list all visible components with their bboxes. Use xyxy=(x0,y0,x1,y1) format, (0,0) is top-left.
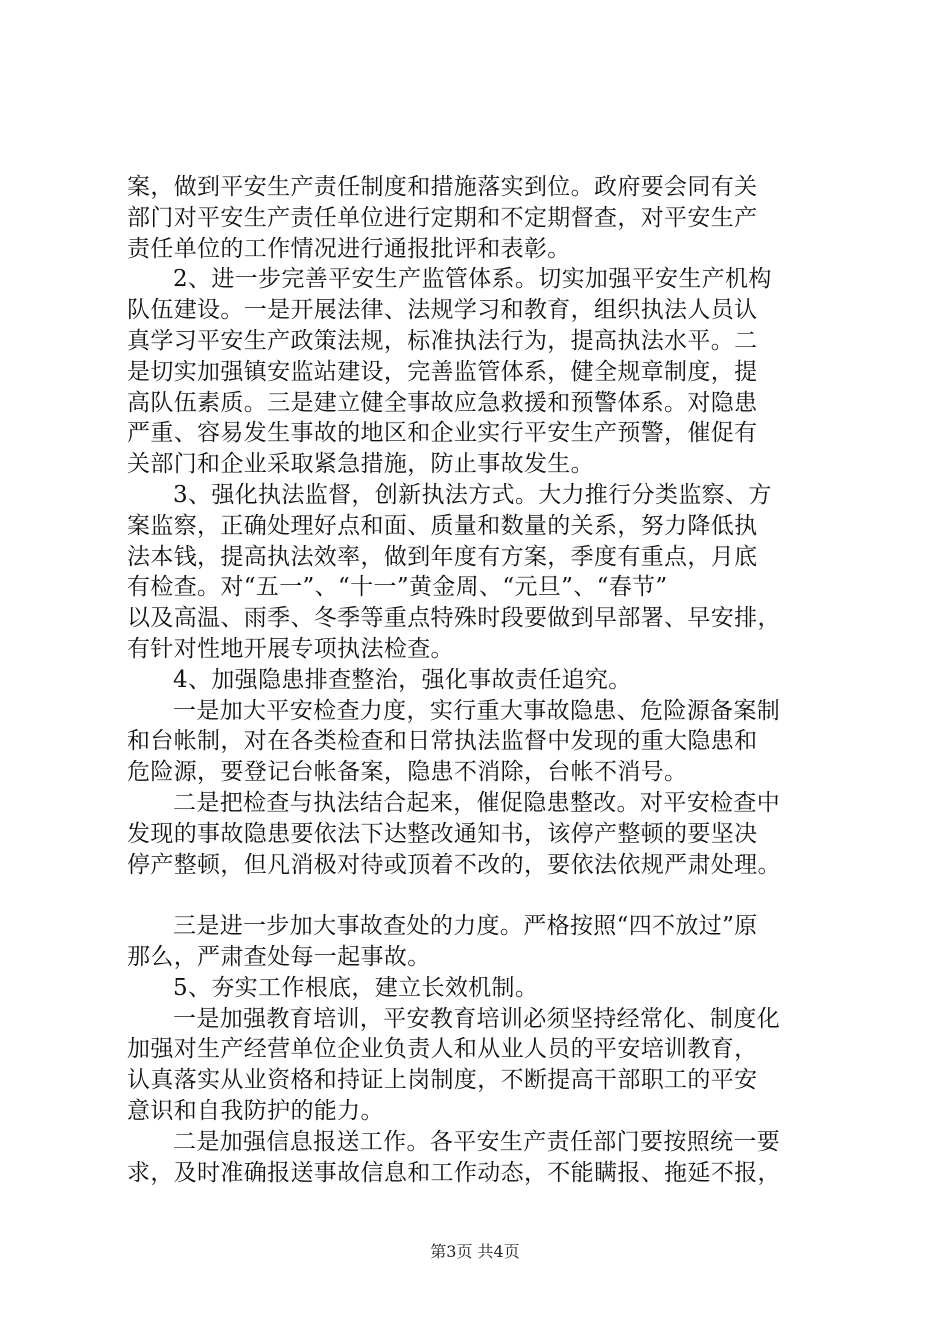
text-line: 责任单位的工作情况进行通报批评和表彰。 xyxy=(127,235,571,262)
text-line: 严重、容易发生事故的地区和企业实行平安生产预警，催促有 xyxy=(127,420,758,447)
text-line: 有针对性地开展专项执法检查。 xyxy=(127,635,454,662)
text-line: 高队伍素质。三是建立健全事故应急救援和预警体系。对隐患 xyxy=(127,389,758,416)
text-line: 是切实加强镇安监站建设，完善监管体系，健全规章制度，提 xyxy=(127,358,758,385)
document-body xyxy=(127,172,847,1188)
text-line: 队伍建设。一是开展法律、法规学习和教育，组织执法人员认 xyxy=(127,297,758,324)
text-line: 发现的事故隐患要依法下达整改通知书，该停产整顿的要坚决 xyxy=(127,820,758,847)
text-line: 关部门和企业采取紧急措施，防止事故发生。 xyxy=(127,451,594,478)
paragraph-gap xyxy=(127,880,847,911)
text-line: 2、进一步完善平安生产监管体系。切实加强平安生产机构 xyxy=(173,266,772,293)
text-line: 二是把检查与执法结合起来，催促隐患整改。对平安检查中 xyxy=(173,789,781,816)
text-line: 4、加强隐患排查整治，强化事故责任追究。 xyxy=(173,666,632,693)
text-line: 部门对平安生产责任单位进行定期和不定期督查，对平安生产 xyxy=(127,204,758,231)
text-line: 那么，严肃查处每一起事故。 xyxy=(127,943,431,970)
text-line: 求，及时准确报送事故信息和工作动态，不能瞒报、拖延不报， xyxy=(127,1159,781,1186)
text-line: 案监察，正确处理好点和面、质量和数量的关系，努力降低执 xyxy=(127,512,758,539)
text-line: 加强对生产经营单位企业负责人和从业人员的平安培训教育， xyxy=(127,1036,758,1063)
text-line: 5、夯实工作根底，建立长效机制。 xyxy=(173,974,539,1001)
text-line: 意识和自我防护的能力。 xyxy=(127,1097,384,1124)
text-line: 法本钱，提高执法效率，做到年度有方案，季度有重点，月底 xyxy=(127,543,758,570)
text-line: 和台帐制，对在各类检查和日常执法监督中发现的重大隐患和 xyxy=(127,728,758,755)
page-footer: 第3页 共4页 xyxy=(430,1242,520,1261)
text-line: 以及高温、雨季、冬季等重点特殊时段要做到早部署、早安排， xyxy=(127,605,781,632)
text-line: 真学习平安生产政策法规，标准执法行为，提高执法水平。二 xyxy=(127,327,758,354)
text-line: 一是加大平安检查力度，实行重大事故隐患、危险源备案制 xyxy=(173,697,781,724)
text-line: 案，做到平安生产责任制度和措施落实到位。政府要会同有关 xyxy=(127,174,758,200)
text-line: 危险源，要登记台帐备案，隐患不消除，台帐不消号。 xyxy=(127,759,688,786)
text-line: 一是加强教育培训，平安教育培训必须坚持经常化、制度化 xyxy=(173,1005,781,1032)
text-line: 3、强化执法监督，创新执法方式。大力推行分类监察、方 xyxy=(173,481,772,508)
text-line: 认真落实从业资格和持证上岗制度，不断提高干部职工的平安 xyxy=(127,1067,758,1094)
text-line: 二是加强信息报送工作。各平安生产责任部门要按照统一要 xyxy=(173,1128,781,1155)
text-line: 有检查。对“五一”、“十一”黄金周、“元旦”、“春节” xyxy=(127,574,668,601)
text-line: 三是进一步加大事故查处的力度。严格按照“四不放过”原 xyxy=(173,913,758,940)
text-line: 停产整顿，但凡消极对待或顶着不改的，要依法依规严肃处理。 xyxy=(127,851,781,878)
